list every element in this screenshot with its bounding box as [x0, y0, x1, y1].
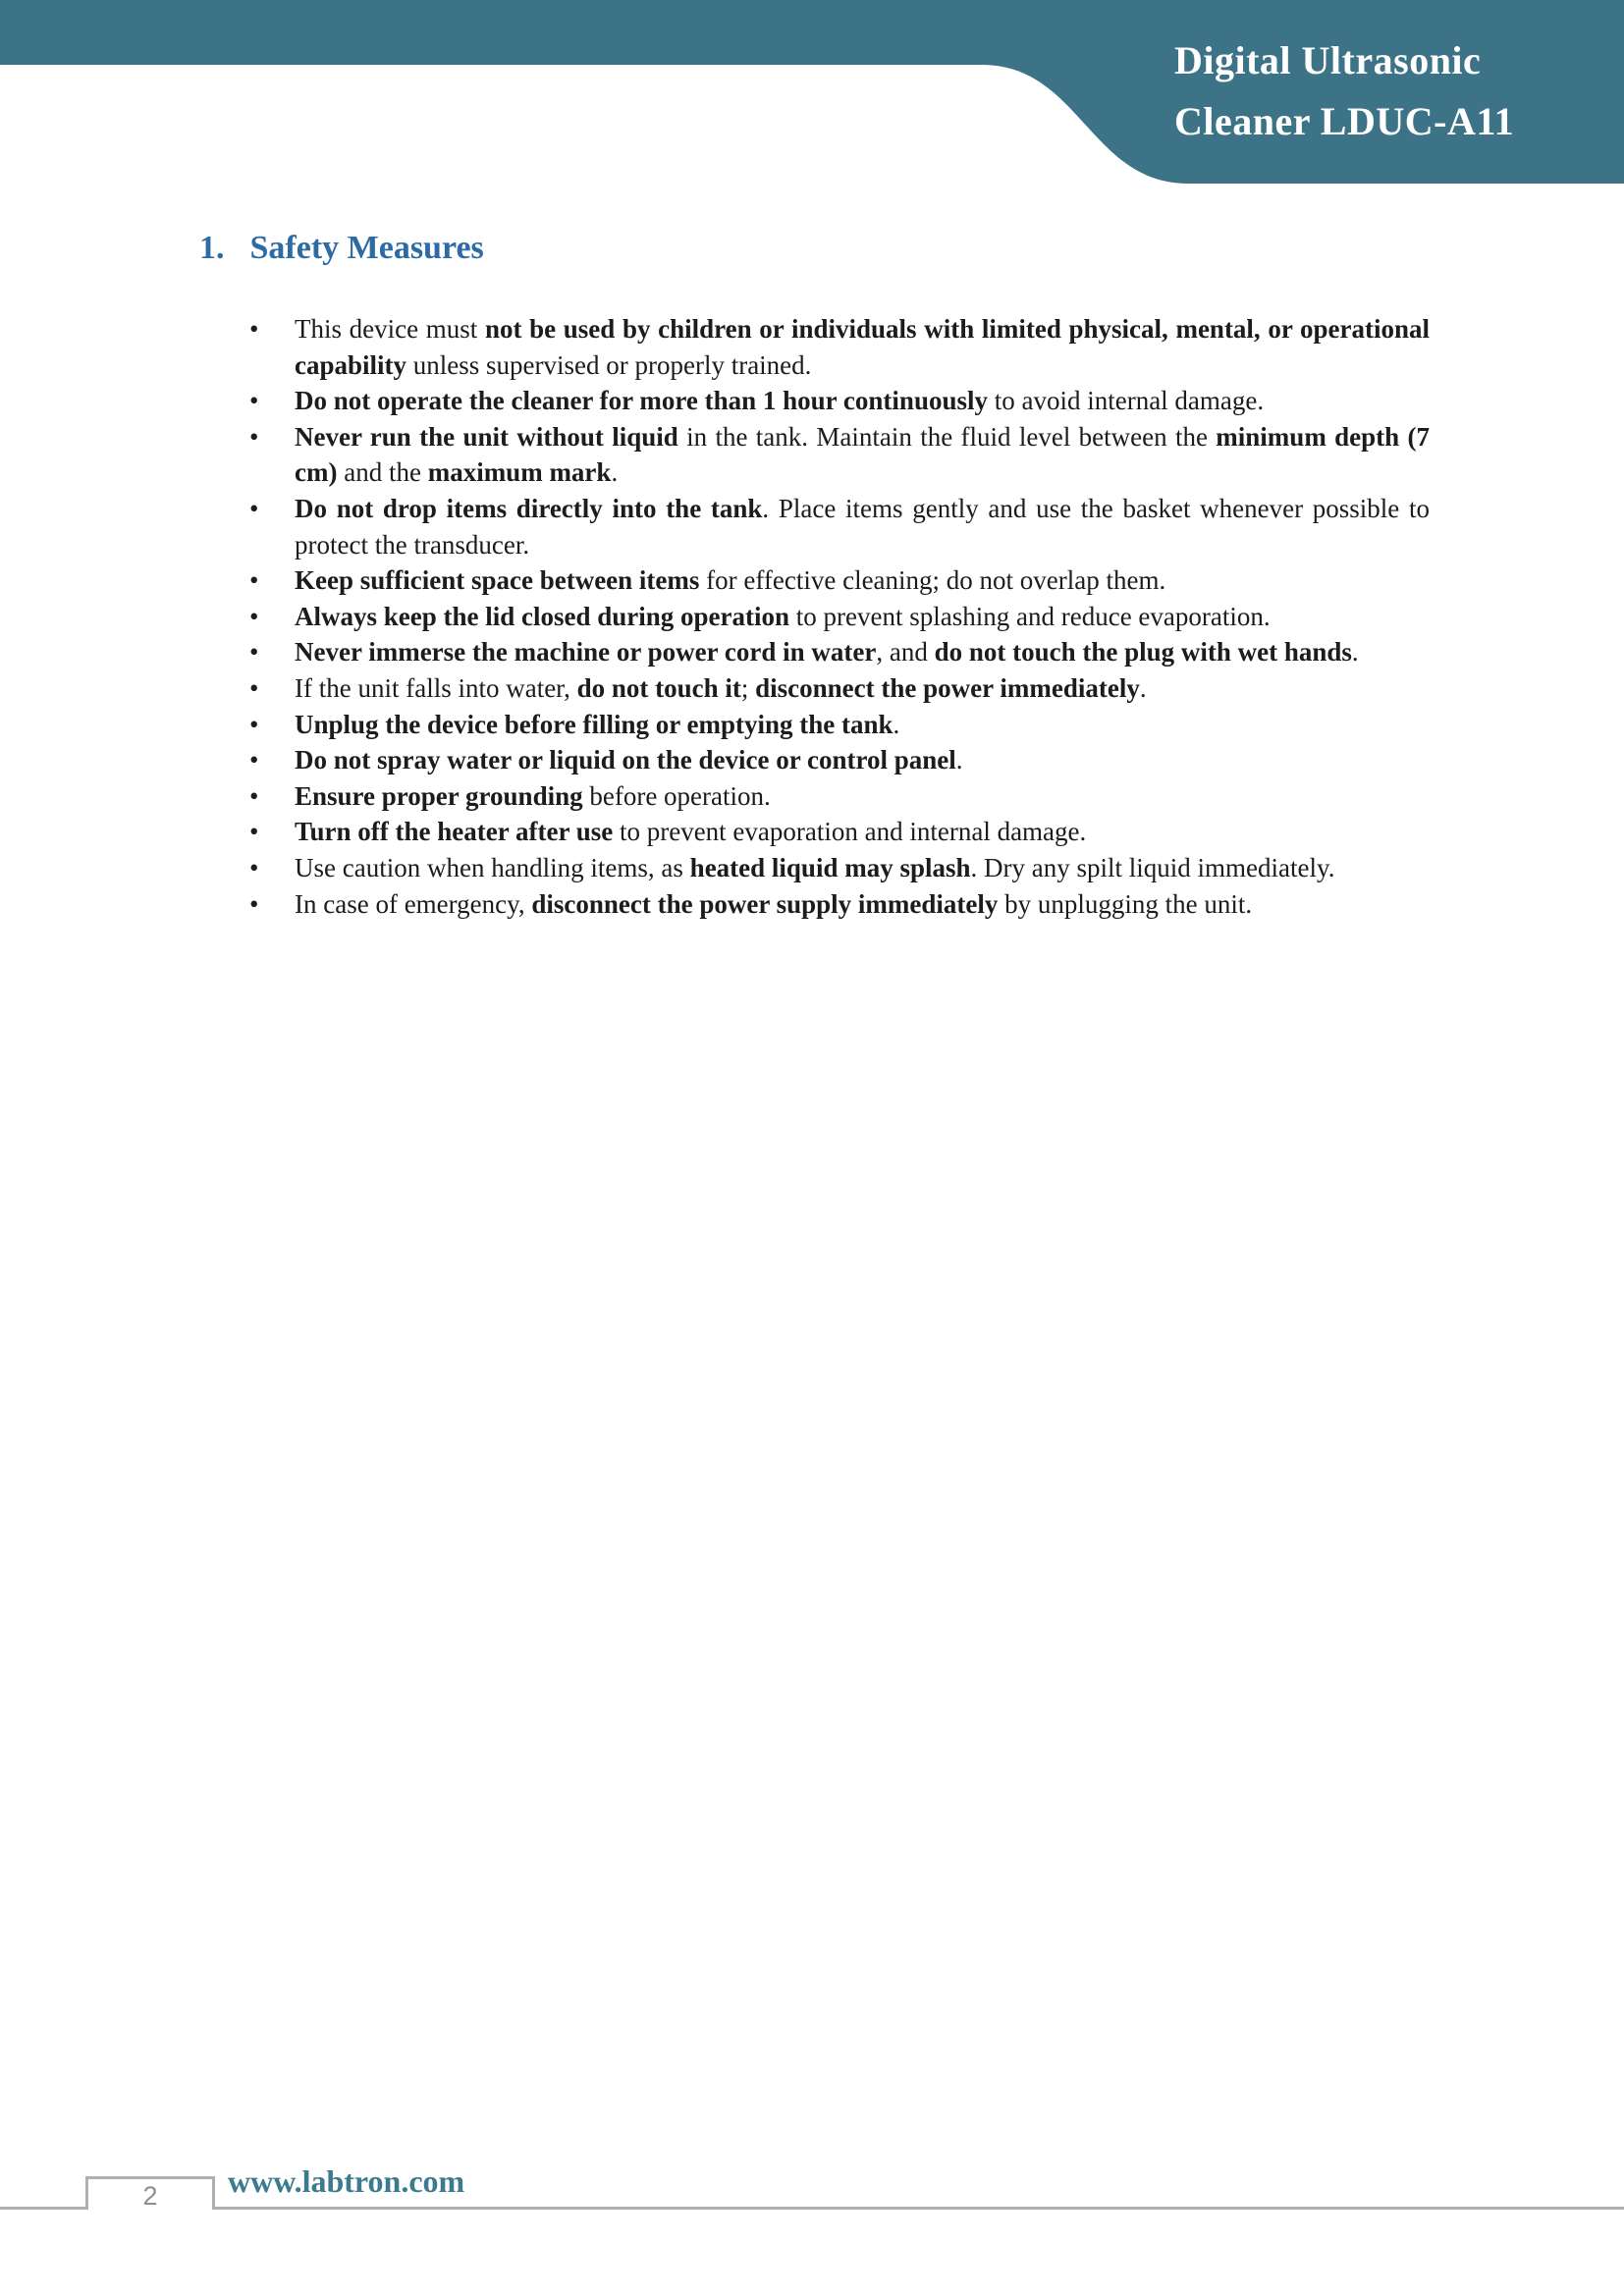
bullet-text: . Dry any spilt liquid immediately.: [970, 852, 1335, 882]
bullet-text: for effective cleaning; do not overlap them.: [699, 565, 1166, 596]
bullet-text: unless supervised or properly trained.: [406, 349, 812, 380]
page-number-tab: [85, 2176, 215, 2210]
bullet-text: This device must: [295, 314, 485, 344]
bullet-text: to prevent splashing and reduce evaporation.: [789, 601, 1271, 631]
bullet-text-bold: minimum depth (7 cm): [295, 421, 1431, 488]
bullet-text-bold: Never run the unit without liquid: [295, 421, 678, 452]
page-number: 2: [142, 2181, 158, 2211]
bullet-text-bold: do not touch the plug with wet hands: [934, 637, 1352, 667]
bullet-text-bold: Keep sufficient space between items: [295, 565, 700, 596]
bullet-text-bold: Do not drop items directly into the tank: [295, 493, 763, 523]
bullet-text: in the tank. Maintain the fluid level between the: [677, 421, 1217, 452]
bullet-text-bold: disconnect the power supply immediately: [531, 888, 999, 919]
safety-bullet-item: [295, 886, 1430, 923]
safety-bullet-item: [295, 491, 1430, 562]
safety-bullet-item: [295, 311, 1430, 383]
bullet-text: .: [893, 709, 900, 739]
bullet-text-bold: disconnect the power immediately: [755, 672, 1140, 703]
website-url: www.labtron.com: [228, 2163, 465, 2199]
bullet-text-bold: heated liquid may splash: [689, 852, 971, 882]
bullet-text: If the unit falls into water,: [295, 672, 577, 703]
bullet-text-bold: maximum mark: [427, 457, 612, 488]
bullet-text: before operation.: [582, 780, 771, 811]
footer-rule-right: [213, 2207, 1624, 2210]
bullet-text: by unplugging the unit.: [998, 888, 1253, 919]
footer-rule-left: [0, 2207, 86, 2210]
safety-bullet-item: [295, 383, 1430, 419]
safety-bullet-list: [295, 311, 1430, 922]
bullet-text-bold: Do not operate the cleaner for more than 1 hour continuously: [295, 386, 988, 416]
safety-bullet-item: [295, 778, 1430, 815]
bullet-text: .: [955, 745, 963, 775]
document-title: [1174, 30, 1514, 152]
bullet-text: to prevent evaporation and internal damage.: [613, 817, 1087, 847]
safety-bullet-item: [295, 634, 1430, 670]
bullet-text-bold: Turn off the heater after use: [295, 817, 614, 847]
section-number: 1.: [199, 230, 225, 266]
bullet-text: , and: [876, 637, 935, 667]
safety-bullet-item: [295, 599, 1430, 635]
section-title: Safety Measures: [249, 230, 484, 266]
bullet-text-bold: Do not spray water or liquid on the device or control panel: [295, 745, 956, 775]
safety-bullet-item: [295, 814, 1430, 850]
safety-bullet-item: [295, 670, 1430, 707]
bullet-text-bold: Unplug the device before filling or emptying the tank: [295, 709, 893, 739]
bullet-text: Use caution when handling items, as: [295, 852, 690, 882]
bullet-text: .: [611, 457, 619, 488]
safety-bullet-item: [295, 562, 1430, 599]
bullet-text: ;: [740, 672, 756, 703]
safety-bullet-item: [295, 742, 1430, 778]
bullet-text: . Place items gently and use the basket whenever possible to protect the transducer.: [295, 493, 1430, 560]
bullet-text: .: [1351, 637, 1359, 667]
bullet-text-bold: Ensure proper grounding: [295, 780, 583, 811]
section-heading: [199, 230, 484, 267]
bullet-text-bold: not be used by children or individuals with limited physical, mental, or operational capability: [295, 314, 1430, 380]
document-title-line1: Digital Ultrasonic: [1174, 38, 1482, 82]
bullet-text: In case of emergency,: [295, 888, 532, 919]
bullet-text: and the: [337, 457, 428, 488]
safety-bullet-item: [295, 850, 1430, 886]
document-title-line2: Cleaner LDUC-A11: [1174, 99, 1515, 143]
bullet-text: .: [1139, 672, 1147, 703]
safety-bullet-item: [295, 707, 1430, 743]
bullet-text-bold: Never immerse the machine or power cord in water: [295, 637, 877, 667]
bullet-text: to avoid internal damage.: [987, 386, 1265, 416]
bullet-text-bold: do not touch it: [576, 672, 741, 703]
safety-bullet-item: [295, 419, 1430, 491]
bullet-text-bold: Always keep the lid closed during operation: [295, 601, 790, 631]
